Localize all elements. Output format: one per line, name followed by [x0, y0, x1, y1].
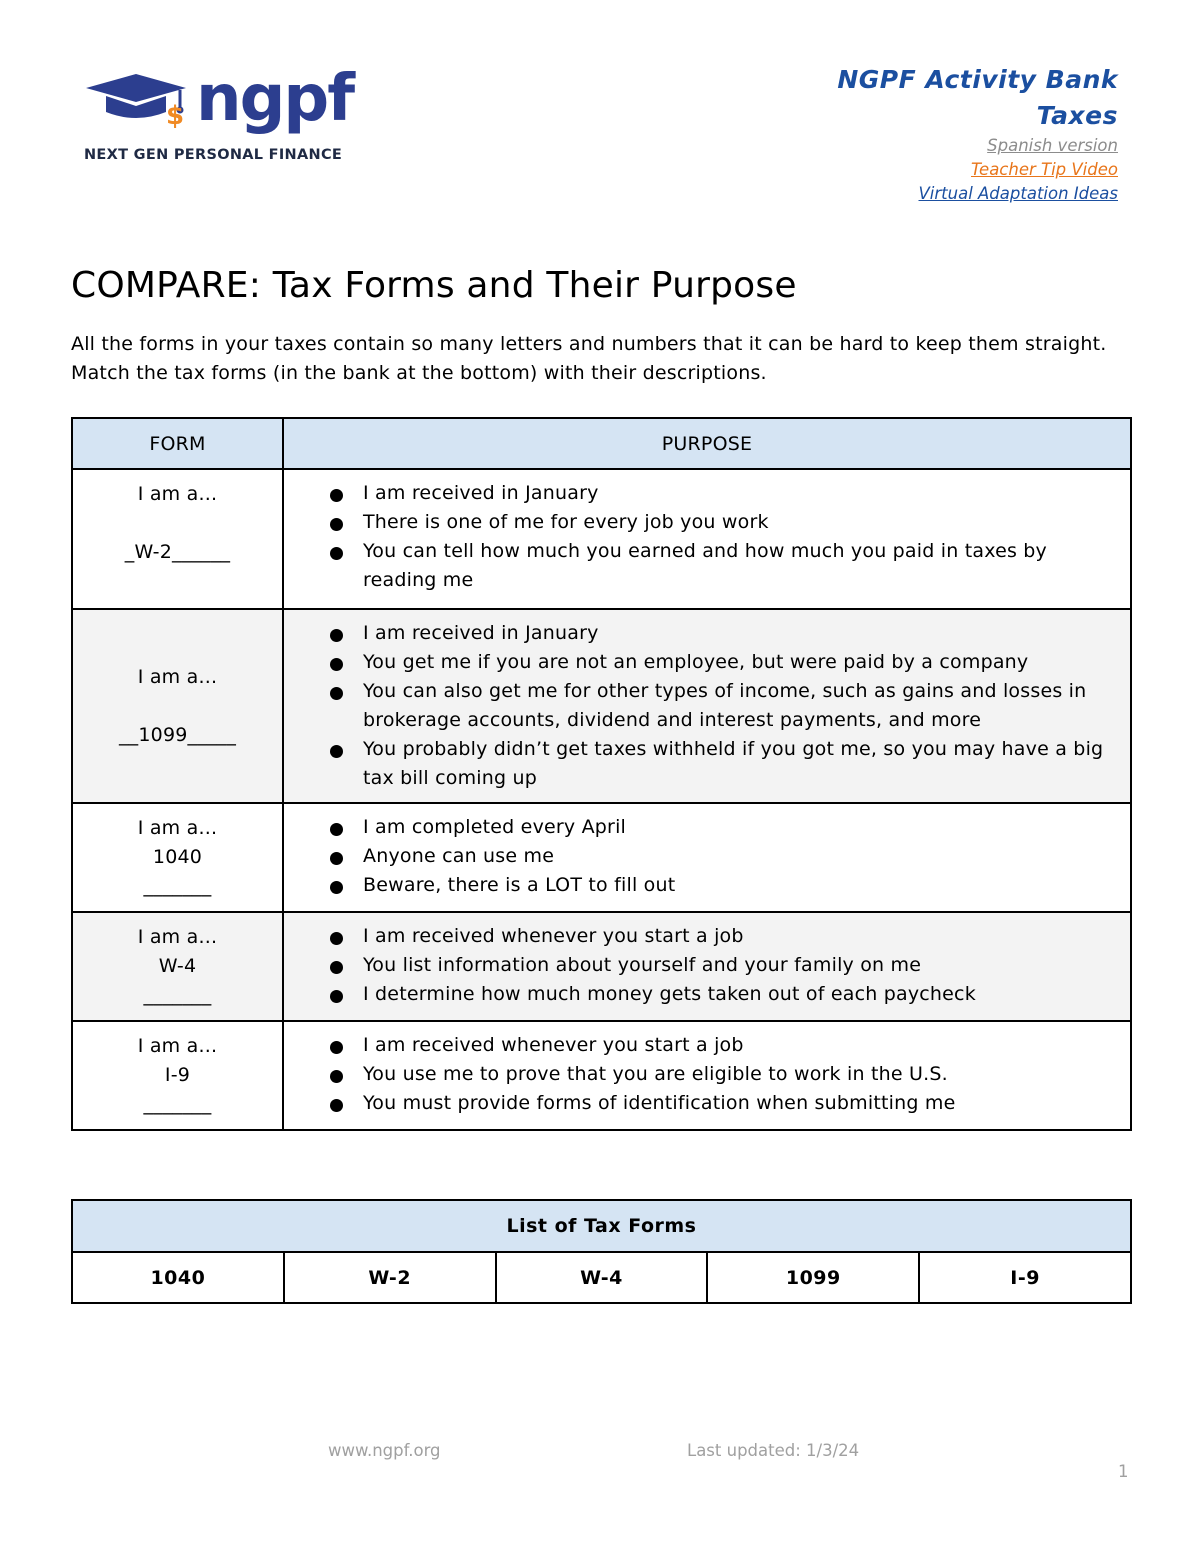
page-title: COMPARE: Tax Forms and Their Purpose	[71, 265, 797, 306]
form-cell	[72, 469, 283, 609]
bank-item: W-2	[284, 1252, 496, 1303]
spanish-version-link[interactable]: Spanish version	[987, 136, 1118, 155]
list-item: I determine how much money gets taken out of each paycheck	[363, 980, 1110, 1009]
answer-blank[interactable]: _______	[143, 984, 212, 1006]
tax-forms-table	[71, 417, 1132, 1131]
form-answer[interactable]: __1099_____	[118, 723, 237, 746]
form-answer[interactable]: W-4	[158, 955, 197, 977]
table-row	[72, 803, 1131, 912]
bank-title: List of Tax Forms	[72, 1200, 1131, 1252]
list-item: There is one of me for every job you work	[363, 508, 1110, 537]
purpose-list	[284, 813, 1110, 900]
purpose-cell	[283, 1021, 1131, 1130]
answer-blank[interactable]: _______	[143, 1093, 212, 1115]
table-header-row	[72, 418, 1131, 469]
virtual-adaptation-link[interactable]: Virtual Adaptation Ideas	[918, 184, 1118, 203]
list-item: You can tell how much you earned and how much you paid in taxes by reading me	[363, 537, 1110, 595]
form-prefix: I am a...	[137, 483, 218, 505]
list-item: I am received whenever you start a job	[363, 922, 1110, 951]
activity-topic: Taxes	[1036, 101, 1118, 130]
svg-text:$: $	[166, 101, 185, 131]
list-item: Anyone can use me	[363, 842, 1110, 871]
list-item: I am received in January	[363, 479, 1110, 508]
form-prefix: I am a...	[137, 1035, 218, 1057]
list-item: I am received whenever you start a job	[363, 1031, 1110, 1060]
svg-text:ngpf: ngpf	[196, 62, 354, 136]
form-cell	[72, 912, 283, 1021]
graduation-cap-icon	[84, 62, 384, 142]
bank-item: 1040	[72, 1252, 284, 1303]
bank-item: 1099	[707, 1252, 919, 1303]
form-prefix: I am a...	[137, 817, 218, 839]
bank-item: W-4	[496, 1252, 708, 1303]
footer-url[interactable]: www.ngpf.org	[328, 1441, 441, 1460]
list-item: You get me if you are not an employee, but were paid by a company	[363, 648, 1110, 677]
page-number: 1	[1118, 1462, 1129, 1481]
form-cell	[72, 1021, 283, 1130]
activity-bank-title: NGPF Activity Bank	[837, 65, 1118, 94]
purpose-column-header: PURPOSE	[283, 418, 1131, 469]
tax-forms-bank	[71, 1199, 1132, 1304]
list-item: I am completed every April	[363, 813, 1110, 842]
purpose-cell	[283, 912, 1131, 1021]
list-item: You can also get me for other types of income, such as gains and losses in brokerage accounts, dividend and interest payments, and more	[363, 677, 1110, 735]
form-cell	[72, 803, 283, 912]
activity-header	[837, 62, 1118, 206]
purpose-cell	[283, 609, 1131, 803]
form-cell	[72, 609, 283, 803]
form-prefix: I am a...	[137, 665, 218, 688]
form-answer[interactable]: _W-2______	[124, 541, 231, 563]
bank-item: I-9	[919, 1252, 1131, 1303]
list-item: Beware, there is a LOT to fill out	[363, 871, 1110, 900]
form-answer[interactable]: 1040	[152, 846, 203, 868]
form-prefix: I am a...	[137, 926, 218, 948]
table-row	[72, 609, 1131, 803]
list-item: You list information about yourself and your family on me	[363, 951, 1110, 980]
list-item: You use me to prove that you are eligible to work in the U.S.	[363, 1060, 1110, 1089]
bank-header-row	[72, 1200, 1131, 1252]
list-item: You probably didn’t get taxes withheld if you got me, so you may have a big tax bill coming up	[363, 735, 1110, 793]
logo-tagline: NEXT GEN PERSONAL FINANCE	[84, 147, 343, 163]
ngpf-logo	[84, 62, 384, 172]
purpose-list	[284, 922, 1110, 1009]
footer-last-updated: Last updated: 1/3/24	[687, 1441, 860, 1460]
table-row	[72, 469, 1131, 609]
table-row	[72, 1021, 1131, 1130]
bank-items-row	[72, 1252, 1131, 1303]
answer-blank[interactable]: _______	[143, 875, 212, 897]
form-column-header: FORM	[72, 418, 283, 469]
purpose-list	[284, 619, 1110, 793]
purpose-cell	[283, 469, 1131, 609]
form-answer[interactable]: I-9	[164, 1064, 191, 1086]
table-row	[72, 912, 1131, 1021]
teacher-tip-video-link[interactable]: Teacher Tip Video	[971, 160, 1118, 179]
list-item: You must provide forms of identification when submitting me	[363, 1089, 1110, 1118]
purpose-list	[284, 479, 1110, 595]
purpose-list	[284, 1031, 1110, 1118]
purpose-cell	[283, 803, 1131, 912]
list-item: I am received in January	[363, 619, 1110, 648]
intro-text: All the forms in your taxes contain so many letters and numbers that it can be hard to keep them straight. Match the tax forms (in the bank at the bottom) with their descriptions.	[71, 333, 1107, 384]
